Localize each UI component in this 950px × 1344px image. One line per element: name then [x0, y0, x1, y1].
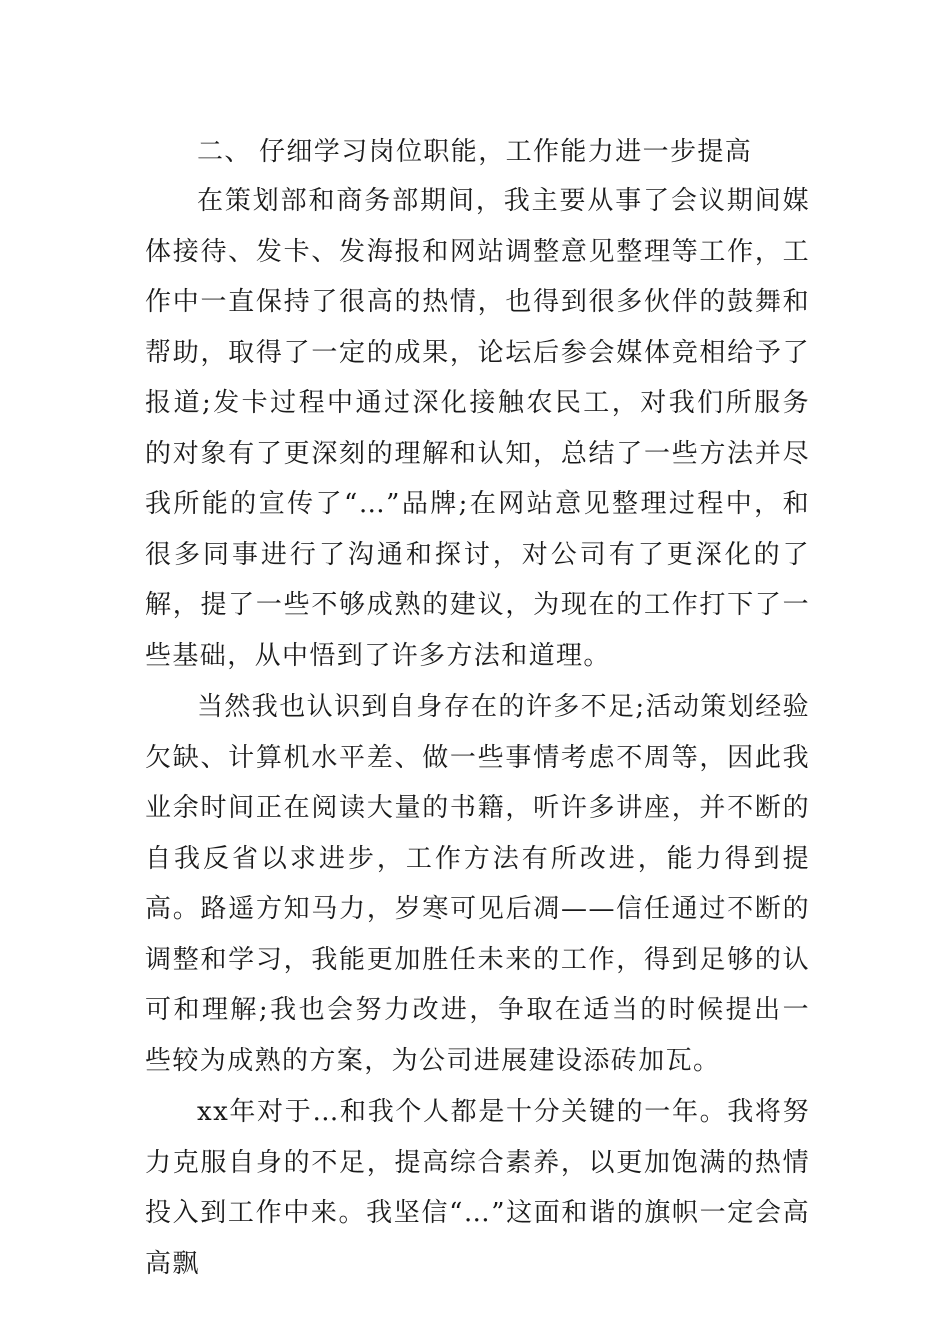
section-title: 仔细学习岗位职能，工作能力进一步提高: [259, 137, 753, 167]
paragraph-outlook: xx年对于…和我个人都是十分关键的一年。我将努力克服自身的不足，提高综合素养，以更加饱满的热情投入到工作中来。我坚信“…”这面和谐的旗帜一定会高高飘: [145, 1097, 810, 1279]
section-heading: [145, 127, 862, 178]
paragraph-shortcomings: 当然我也认识到自身存在的许多不足;活动策划经验欠缺、计算机水平差、做一些事情考虑不周等，因此我业余时间正在阅读大量的书籍，听许多讲座，并不断的自我反省以求进步，工作方法有所改进，能力得到提高。路遥方知马力，岁寒可见后凋——信任通过不断的调整和学习，我能更加胜任未来的工作，得到足够的认可和理解;我也会努力改进，争取在适当的时候提出一些较为成熟的方案，为公司进展建设添砖加瓦。: [145, 692, 810, 1076]
section-number: 二、: [197, 137, 252, 167]
paragraph-work-experience: 在策划部和商务部期间，我主要从事了会议期间媒体接待、发卡、发海报和网站调整意见整理等工作，工作中一直保持了很高的热情，也得到很多伙伴的鼓舞和帮助，取得了一定的成果，论坛后参会媒体竞相给予了报道;发卡过程中通过深化接触农民工，对我们所服务的对象有了更深刻的理解和认知，总结了一些方法并尽我所能的宣传了“…”品牌;在网站意见整理过程中，和很多同事进行了沟通和探讨，对公司有了更深化的了解，提了一些不够成熟的建议，为现在的工作打下了一些基础，从中悟到了许多方法和道理。: [145, 186, 810, 671]
